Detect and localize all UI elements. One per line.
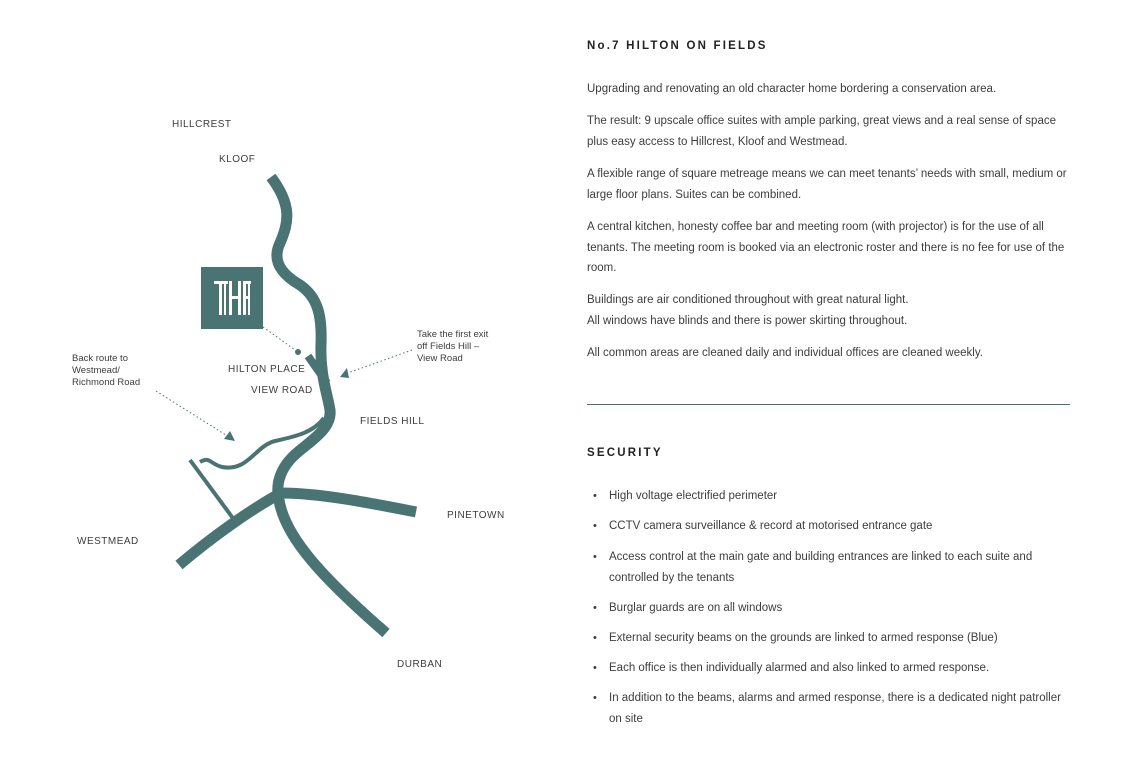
arrow-back-route-icon — [224, 431, 235, 441]
security-title: SECURITY — [587, 447, 663, 459]
property-title: No.7 HILTON ON FIELDS — [587, 40, 768, 52]
location-map — [0, 0, 560, 766]
about-paragraph-2: The result: 9 upscale office suites with ample parking, great views and a real sense of space plus easy access to Hillcrest, Kloof and Westmead. — [587, 115, 1056, 148]
thf-logo — [201, 267, 263, 329]
security-item: • External security beams on the grounds are linked to armed response (Blue) — [593, 632, 998, 644]
about-paragraph-5: Buildings are air conditioned throughout with great natural light. — [587, 294, 909, 306]
security-item: • Burglar guards are on all windows — [593, 602, 783, 614]
security-item: • CCTV camera surveillance & record at motorised entrance gate — [593, 520, 933, 532]
about-paragraph-6: All windows have blinds and there is power skirting throughout. — [587, 315, 908, 327]
label-hilton-place: HILTON PLACE — [228, 364, 306, 375]
road-fields-hill — [271, 177, 386, 633]
road-westmead — [179, 493, 281, 565]
about-paragraph-7: All common areas are cleaned daily and individual offices are cleaned weekly. — [587, 347, 983, 359]
arrow-first-exit-icon — [340, 368, 349, 378]
label-durban: DURBAN — [397, 659, 443, 670]
label-view-road: VIEW ROAD — [251, 385, 313, 396]
security-item: • Each office is then individually alarmed and also linked to armed response. — [593, 662, 990, 674]
about-paragraph-3: A flexible range of square metreage means we can meet tenants’ needs with small, medium or large floor plans. Suites can be combined. — [587, 168, 1067, 201]
pointer-first-exit — [345, 350, 412, 374]
location-dot — [295, 349, 301, 355]
road-pinetown — [281, 493, 416, 512]
thf-logo-mark — [201, 267, 263, 329]
note-first-exit: Take the first exit off Fields Hill – View Road — [417, 329, 489, 364]
security-item: • Access control at the main gate and building entrances are linked to each suite and controlled by the tenants — [593, 551, 1033, 584]
security-item: • In addition to the beams, alarms and armed response, there is a dedicated night patroller on site — [593, 692, 1061, 725]
label-kloof: KLOOF — [219, 154, 256, 165]
pointer-hilton-place — [263, 327, 298, 352]
about-paragraph-4: A central kitchen, honesty coffee bar and meeting room (with projector) is for the use of all tenants. The meeting room is booked via an electronic roster and there is no fee for use of the room. — [587, 221, 1065, 274]
label-pinetown: PINETOWN — [447, 510, 505, 521]
note-back-route: Back route to Westmead/ Richmond Road — [72, 353, 141, 388]
security-item: • High voltage electrified perimeter — [593, 490, 778, 502]
pointer-back-route — [156, 391, 229, 437]
label-hillcrest: HILLCREST — [172, 119, 232, 130]
about-paragraph-1: Upgrading and renovating an old character home bordering a conservation area. — [587, 83, 997, 95]
label-fields-hill: FIELDS HILL — [360, 416, 425, 427]
label-westmead: WESTMEAD — [77, 536, 139, 547]
section-divider — [587, 404, 1070, 405]
